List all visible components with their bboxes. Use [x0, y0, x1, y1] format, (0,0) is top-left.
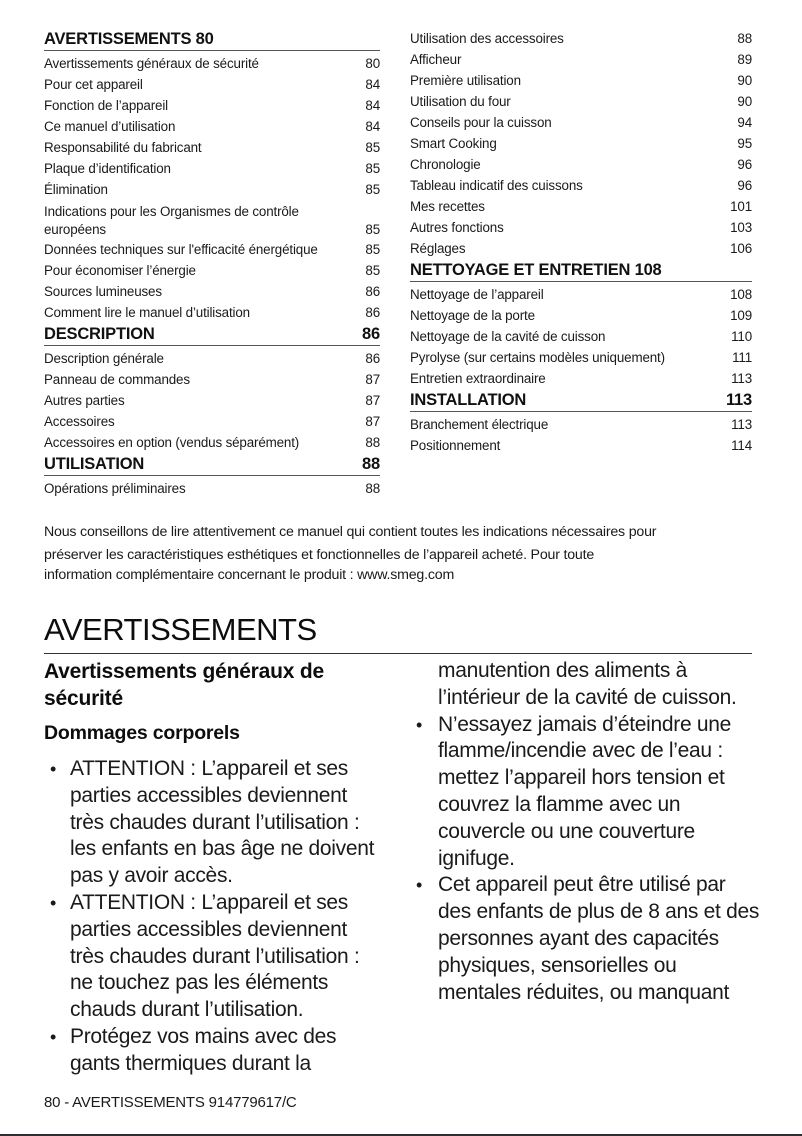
toc-entry[interactable]: [44, 137, 380, 158]
toc-entry-label: Avertissements généraux de sécurité: [44, 56, 259, 71]
bullet-text: Protégez vos mains avec des gants thermiques durant la: [70, 1024, 337, 1075]
toc-entry-label: Utilisation des accessoires: [410, 31, 564, 46]
toc-page-number: 88: [365, 481, 380, 496]
toc-entry-label: Réglages: [410, 241, 466, 256]
body-right-column: [410, 658, 760, 1006]
toc-entry-label: Nettoyage de la cavité de cuisson: [410, 329, 606, 344]
bullet-item: [44, 1024, 384, 1078]
bullet-text: ATTENTION : L’appareil et ses parties accessibles deviennent très chaudes durant l’utilisation : ne touchez pas les éléments chauds durant l’utilisation.: [70, 890, 360, 1022]
bullet-list: [410, 712, 760, 1007]
bullet-item: [44, 890, 384, 1024]
toc-entry-label: Pyrolyse (sur certains modèles uniquement): [410, 350, 665, 365]
toc-page-number: 85: [365, 161, 380, 176]
intro-line: information complémentaire concernant le produit : www.smeg.com: [44, 567, 455, 583]
toc-entry[interactable]: [410, 368, 752, 389]
toc-page-number: 89: [737, 52, 752, 67]
toc-page-number: 95: [737, 136, 752, 151]
toc-entry[interactable]: [44, 411, 380, 432]
toc-entry[interactable]: [44, 348, 380, 369]
toc-entry-label: Smart Cooking: [410, 136, 497, 151]
bullet-text: ATTENTION : L’appareil et ses parties accessibles deviennent très chaudes durant l’utilisation : les enfants en bas âge ne doivent pas y avoir accès.: [70, 757, 375, 888]
toc-entry[interactable]: [44, 260, 380, 281]
bullet-icon: •: [50, 892, 57, 913]
toc-entry[interactable]: [44, 179, 380, 200]
toc-right-column: [410, 28, 752, 456]
toc-entry[interactable]: [410, 435, 752, 456]
toc-entry[interactable]: [410, 91, 752, 112]
toc-entry-label: Ce manuel d’utilisation: [44, 119, 176, 134]
toc-entry[interactable]: [44, 432, 380, 453]
toc-page-number: 88: [365, 435, 380, 450]
toc-entry-label: Sources lumineuses: [44, 284, 162, 299]
bullet-item: [410, 712, 760, 873]
section-title: Avertissements généraux de sécurité: [44, 660, 324, 710]
toc-entry[interactable]: [410, 217, 752, 238]
toc-entry[interactable]: [44, 116, 380, 137]
subsection-title: Dommages corporels: [44, 722, 240, 744]
toc-section-heading[interactable]: [44, 453, 380, 476]
intro-line: Nous conseillons de lire attentivement ce manuel qui contient toutes les indications nécessaires pour: [44, 524, 657, 540]
bullet-text: Cet appareil peut être utilisé par des enfants de plus de 8 ans et des personnes ayant des capacités physiques, sensorielles ou mentales réduites, ou manquant: [438, 873, 760, 1004]
bullet-item: [44, 756, 384, 890]
toc-page-number: 87: [365, 372, 380, 387]
chapter-title: AVERTISSEMENTS: [44, 612, 317, 647]
toc-page-number: 86: [365, 351, 380, 366]
intro-paragraph: [44, 522, 764, 585]
toc-entry-label: Panneau de commandes: [44, 372, 190, 387]
toc-page-number: 86: [362, 325, 380, 343]
toc-entry-label: Accessoires: [44, 414, 115, 429]
bullet-list: [44, 756, 384, 1078]
toc-page-number: 113: [731, 417, 752, 432]
toc-entry-label: Tableau indicatif des cuissons: [410, 178, 583, 193]
toc-section-heading[interactable]: [44, 323, 380, 346]
toc-entry-label: AVERTISSEMENTS 80: [44, 30, 214, 48]
toc-page-number: 86: [365, 284, 380, 299]
bullet-icon: •: [50, 1026, 57, 1047]
toc-entry[interactable]: [44, 53, 380, 74]
toc-page-number: 85: [365, 222, 380, 237]
toc-entry-label: INSTALLATION: [410, 391, 527, 409]
toc-entry[interactable]: [410, 70, 752, 91]
toc-page-number: 90: [737, 73, 752, 88]
toc-page-number: 90: [737, 94, 752, 109]
toc-page-number: 113: [731, 371, 752, 386]
toc-entry-label: Nettoyage de la porte: [410, 308, 535, 323]
toc-entry-label: Pour cet appareil: [44, 77, 143, 92]
toc-page-number: 85: [365, 140, 380, 155]
toc-page-number: 103: [730, 220, 752, 235]
toc-entry[interactable]: [44, 200, 380, 239]
toc-entry-label: Comment lire le manuel d’utilisation: [44, 305, 250, 320]
toc-entry-label: Responsabilité du fabricant: [44, 140, 202, 155]
bullet-text: N’essayez jamais d’éteindre une flamme/incendie avec de l’eau : mettez l’appareil hors tension et couvrez la flamme avec un couvercle ou une couverture ignifuge.: [438, 712, 732, 870]
toc-entry[interactable]: [410, 112, 752, 133]
toc-page-number: 88: [362, 455, 380, 473]
toc-page-number: 85: [365, 182, 380, 197]
toc-page-number: 111: [732, 350, 752, 365]
toc-entry[interactable]: [44, 95, 380, 116]
toc-entry[interactable]: [410, 154, 752, 175]
toc-entry[interactable]: [410, 238, 752, 259]
toc-entry-label: NETTOYAGE ET ENTRETIEN 108: [410, 261, 662, 279]
toc-page-number: 84: [365, 98, 380, 113]
toc-entry-label: Données techniques sur l'efficacité énergétique: [44, 242, 318, 257]
toc-page-number: 86: [365, 305, 380, 320]
toc-page-number: 109: [730, 308, 752, 323]
bullet-icon: •: [50, 759, 57, 779]
toc-page-number: 88: [737, 31, 752, 46]
toc-entry[interactable]: [410, 284, 752, 305]
toc-entry-label: Conseils pour la cuisson: [410, 115, 552, 130]
body-left-column: [44, 658, 384, 1078]
toc-left-column: [44, 28, 380, 499]
toc-entry[interactable]: [44, 281, 380, 302]
toc-section-heading[interactable]: [410, 259, 752, 282]
toc-entry[interactable]: [410, 49, 752, 70]
toc-entry-label: UTILISATION: [44, 455, 145, 473]
toc-entry-label: Autres fonctions: [410, 220, 504, 235]
toc-entry-label: Opérations préliminaires: [44, 481, 186, 496]
toc-section-heading[interactable]: [410, 389, 752, 412]
toc-page-number: 80: [365, 56, 380, 71]
toc-entry-label: Accessoires en option (vendus séparément): [44, 435, 300, 450]
toc-entry[interactable]: [410, 28, 752, 49]
toc-page-number: 113: [725, 391, 752, 409]
toc-entry-label: Description générale: [44, 351, 164, 366]
chapter-divider: [44, 653, 752, 654]
toc-page-number: 85: [365, 242, 380, 257]
bullet-icon: •: [416, 714, 423, 735]
toc-entry-label: Fonction de l’appareil: [44, 98, 168, 113]
toc-entry[interactable]: [410, 305, 752, 326]
toc-entry-label: Première utilisation: [410, 73, 521, 88]
toc-page-number: 84: [365, 77, 380, 92]
toc-page-number: 96: [737, 157, 752, 172]
toc-entry-label: Positionnement: [410, 438, 501, 453]
toc-entry-label: Pour économiser l’énergie: [44, 263, 196, 278]
toc-entry[interactable]: [44, 390, 380, 411]
toc-entry[interactable]: [410, 326, 752, 347]
toc-page-number: 110: [731, 329, 752, 344]
toc-page-number: 101: [730, 199, 752, 214]
toc-entry[interactable]: [44, 74, 380, 95]
toc-page-number: 106: [730, 241, 752, 256]
toc-entry-label: Chronologie: [410, 157, 481, 172]
toc-entry[interactable]: [44, 239, 380, 260]
bullet-continuation: manutention des aliments à l’intérieur de la cavité de cuisson.: [438, 659, 737, 709]
toc-entry[interactable]: [44, 158, 380, 179]
toc-entry-label: Plaque d’identification: [44, 161, 171, 176]
toc-entry-label: Branchement électrique: [410, 417, 549, 432]
toc-entry[interactable]: [44, 369, 380, 390]
toc-page-number: 87: [365, 393, 380, 408]
toc-entry[interactable]: [410, 196, 752, 217]
toc-entry[interactable]: [410, 133, 752, 154]
toc-entry-label: Autres parties: [44, 393, 125, 408]
toc-entry[interactable]: [410, 175, 752, 196]
toc-page-number: 114: [731, 438, 752, 453]
toc-entry-label: Élimination: [44, 182, 108, 197]
toc-entry-label: Indications pour les Organismes de contrôle européens: [44, 204, 299, 237]
toc-entry[interactable]: [410, 414, 752, 435]
intro-line: préserver les caractéristiques esthétiques et fonctionnelles de l’appareil acheté. Pour toute: [44, 547, 595, 563]
toc-entry-label: Utilisation du four: [410, 94, 511, 109]
toc-entry-label: Entretien extraordinaire: [410, 371, 546, 386]
toc-entry[interactable]: [410, 347, 752, 368]
toc-page-number: 108: [730, 287, 752, 302]
toc-entry[interactable]: [44, 302, 380, 323]
bullet-item: [410, 872, 760, 1006]
toc-page-number: 87: [365, 414, 380, 429]
toc-entry-label: DESCRIPTION: [44, 325, 155, 343]
toc-page-number: 96: [737, 178, 752, 193]
toc-entry-label: Nettoyage de l’appareil: [410, 287, 544, 302]
toc-section-heading[interactable]: [44, 28, 380, 51]
toc-page-number: 84: [365, 119, 380, 134]
page-footer: 80 - AVERTISSEMENTS 914779617/C: [44, 1094, 297, 1111]
toc-page-number: 94: [737, 115, 752, 130]
toc-page-number: 85: [365, 263, 380, 278]
toc-entry[interactable]: [44, 478, 380, 499]
toc-entry-label: Afficheur: [410, 52, 462, 67]
toc-entry-label: Mes recettes: [410, 199, 485, 214]
bullet-icon: •: [416, 875, 423, 896]
